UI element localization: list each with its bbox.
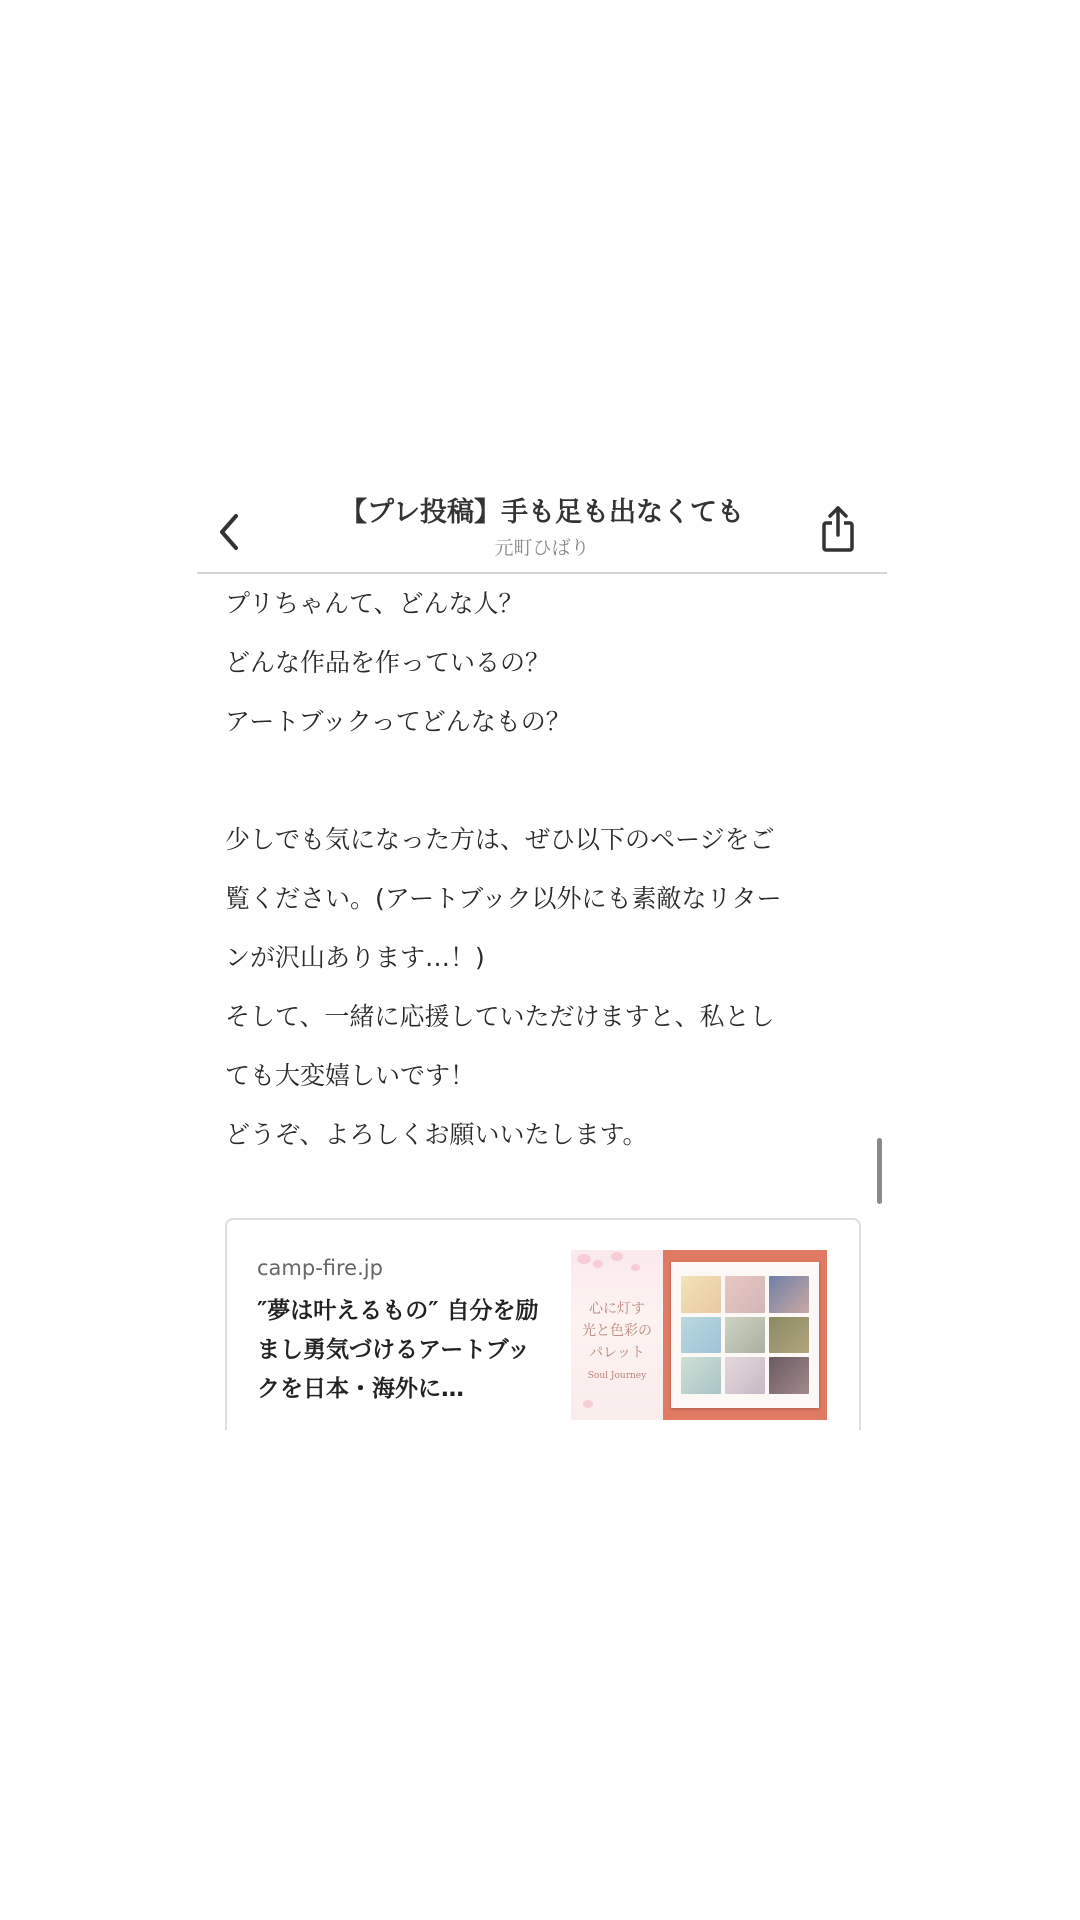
article-line: どうぞ、よろしくお願いいたします。 — [225, 1120, 648, 1149]
thumbnail-art-grid — [681, 1276, 809, 1394]
thumbnail-book — [671, 1262, 819, 1408]
article-body — [225, 574, 855, 1164]
page-title: 【プレ投稿】手も足も出なくても — [340, 497, 744, 528]
article-line: 覧ください。(アートブック以外にも素敵なリター — [225, 884, 782, 913]
scroll-indicator[interactable] — [877, 1138, 882, 1204]
article-line: プリちゃんて、どんな人？ — [225, 589, 524, 618]
share-icon — [821, 505, 855, 553]
link-preview-card[interactable] — [225, 1218, 861, 1430]
article-line: ンが沢山あります…！) — [225, 943, 485, 972]
link-title: ″夢は叶えるもの″ 自分を励まし勇気づけるアートブックを日本・海外に… — [257, 1298, 539, 1402]
article-line: ても大変嬉しいです！ — [225, 1061, 476, 1090]
thumbnail-book-panel — [663, 1250, 827, 1420]
author-name: 元町ひばり — [494, 537, 590, 559]
thumbnail-subtitle: Soul Journey — [587, 1371, 647, 1381]
top-bar — [197, 490, 887, 574]
article-blank-line — [225, 751, 855, 810]
chevron-left-icon — [217, 512, 241, 552]
article-line: アートブックってどんなもの？ — [225, 707, 571, 736]
article-line: どんな作品を作っているの？ — [225, 648, 551, 677]
thumbnail-title-2: 光と色彩の — [582, 1323, 652, 1339]
link-domain: camp-fire.jp — [257, 1256, 383, 1280]
article-line: そして、一緒に応援していただけますと、私とし — [225, 1002, 775, 1031]
thumbnail-cover — [571, 1250, 663, 1420]
thumbnail-title-3: パレット — [589, 1345, 645, 1361]
back-button[interactable] — [207, 508, 251, 556]
share-button[interactable] — [815, 502, 861, 556]
article-viewer — [197, 490, 887, 1430]
article-line: 少しでも気になった方は、ぜひ以下のページをご — [225, 825, 775, 854]
link-thumbnail — [571, 1250, 827, 1420]
thumbnail-title-1: 心に灯す — [589, 1301, 645, 1317]
